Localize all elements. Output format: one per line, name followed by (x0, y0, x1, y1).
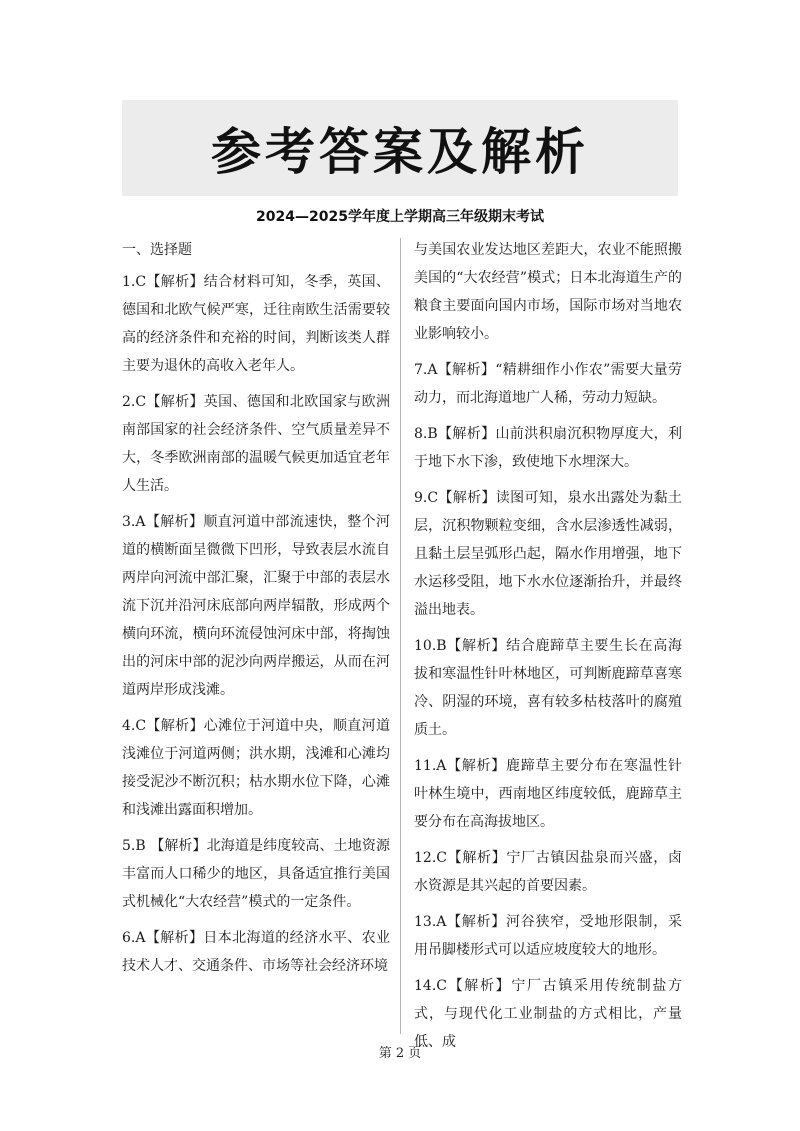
answer-2: 2.C【解析】英国、德国和北欧国家与欧洲南部国家的社会经济条件、空气质量差异不大，冬季欧洲南部的温暖气候更加适宜老年人生活。 (122, 394, 390, 494)
answer-7: 7.A【解析】“精耕细作小作农”需要大量劳动力，而北海道地广人稀，劳动力短缺。 (414, 362, 682, 406)
section-heading: 一、选择题 (122, 242, 192, 258)
answer-14: 14.C【解析】宁厂古镇采用传统制盐方式，与现代化工业制盐的方式相比，产量低、成 (414, 978, 682, 1050)
answer-6: 6.A【解析】日本北海道的经济水平、农业技术人才、交通条件、市场等社会经济环境 (122, 930, 390, 974)
answer-3: 3.A【解析】顺直河道中部流速快，整个河道的横断面呈微微下凹形，导致表层水流自两岸向河流中部汇聚，汇聚于中部的表层水流下沉并沿河床底部向两岸辐散，形成两个横向环流，横向环流侵蚀河床中部，将掏蚀出的河床中部的泥沙向两岸搬运，从而在河道两岸形成浅滩。 (122, 514, 390, 698)
exam-subtitle: 2024—2025学年度上学期高三年级期末考试 (256, 209, 544, 225)
page-number: 第 2 页 (378, 1046, 422, 1061)
answer-13: 13.A【解析】河谷狭窄，受地形限制，采用吊脚楼形式可以适应坡度较大的地形。 (414, 914, 682, 958)
answer-9: 9.C【解析】读图可知，泉水出露处为黏土层，沉积物颗粒变细，含水层渗透性减弱，且黏土层呈弧形凸起，隔水作用增强，地下水运移受阻，地下水水位逐渐抬升，并最终溢出地表。 (414, 490, 682, 618)
answer-10: 10.B【解析】结合鹿蹄草主要生长在高海拔和寒温性针叶林地区，可判断鹿蹄草喜寒冷、阴湿的环境，喜有较多枯枝落叶的腐殖质土。 (414, 638, 682, 738)
column-divider (400, 238, 401, 1034)
answer-8: 8.B【解析】山前洪积扇沉积物厚度大，利于地下水下渗，致使地下水埋深大。 (414, 426, 682, 470)
answer-4: 4.C【解析】心滩位于河道中央，顺直河道浅滩位于河道两侧；洪水期，浅滩和心滩均接受泥沙不断沉积；枯水期水位下降，心滩和浅滩出露面积增加。 (122, 718, 390, 818)
answer-11: 11.A【解析】鹿蹄草主要分布在寒温性针叶林生境中，西南地区纬度较低，鹿蹄草主要分布在高海拔地区。 (414, 758, 682, 830)
page-title: 参考答案及解析 (211, 123, 589, 181)
left-column (122, 236, 390, 988)
answer-5: 5.B 【解析】北海道是纬度较高、土地资源丰富而人口稀少的地区，具备适宜推行美国式机械化“大农经营”模式的一定条件。 (122, 838, 390, 910)
title-banner (122, 100, 678, 196)
right-column (414, 236, 682, 1064)
answer-6-continued: 与美国农业发达地区差距大，农业不能照搬美国的“大农经营”模式；日本北海道生产的粮食主要面向国内市场，国际市场对当地农业影响较小。 (414, 242, 682, 342)
answer-1: 1.C【解析】结合材料可知，冬季，英国、德国和北欧气候严寒，迁往南欧生活需要较高的经济条件和充裕的时间，判断该类人群主要为退休的高收入老年人。 (122, 274, 390, 374)
answer-12: 12.C【解析】宁厂古镇因盐泉而兴盛，卤水资源是其兴起的首要因素。 (414, 850, 682, 894)
